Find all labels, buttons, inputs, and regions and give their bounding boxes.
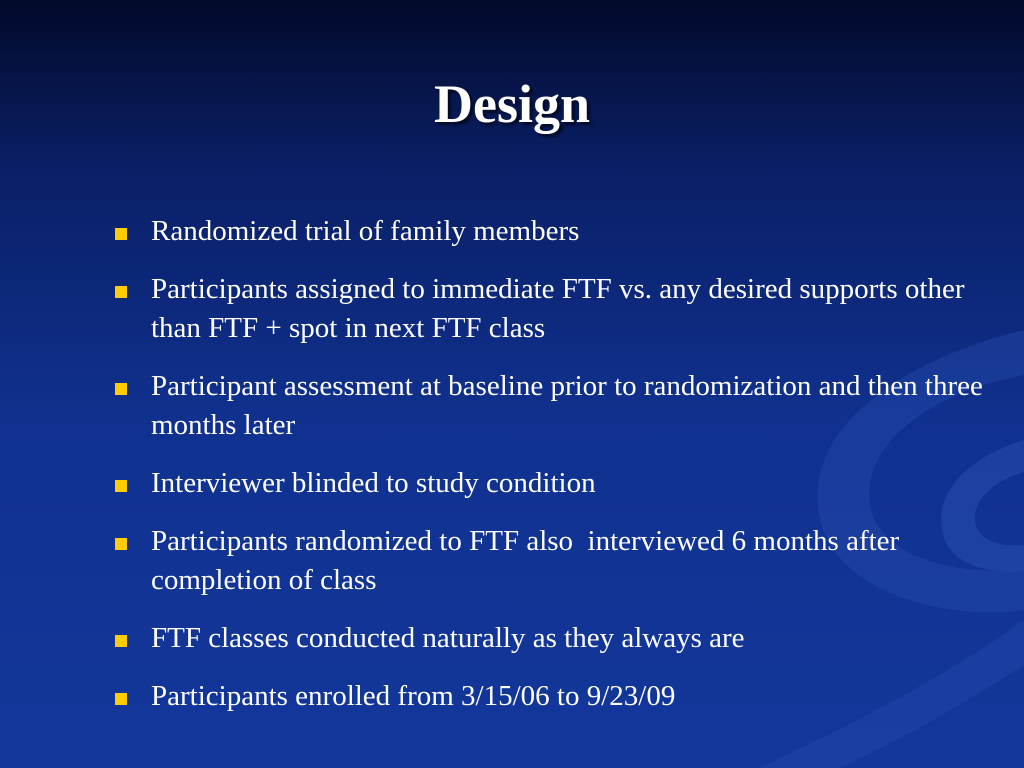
square-bullet-icon — [115, 286, 127, 298]
square-bullet-icon — [115, 693, 127, 705]
bullet-text: Participants enrolled from 3/15/06 to 9/23/09 — [151, 680, 676, 712]
list-item — [112, 677, 1002, 716]
list-item — [112, 522, 1002, 600]
bullet-text: Randomized trial of family members — [151, 215, 580, 247]
list-item — [112, 367, 1002, 445]
bullet-text: Participant assessment at baseline prior to randomization and then three months later — [151, 370, 983, 441]
bullet-text: Interviewer blinded to study condition — [151, 467, 596, 499]
list-item — [112, 270, 1002, 348]
list-item — [112, 212, 1002, 251]
list-item — [112, 464, 1002, 503]
slide-title: Design — [433, 74, 590, 134]
square-bullet-icon — [115, 228, 127, 240]
bullet-list — [112, 212, 1002, 735]
square-bullet-icon — [115, 538, 127, 550]
list-item — [112, 619, 1002, 658]
bullet-text: Participants assigned to immediate FTF vs. any desired supports other than FTF + spot in next FTF class — [151, 273, 965, 344]
square-bullet-icon — [115, 480, 127, 492]
bullet-text: FTF classes conducted naturally as they always are — [151, 622, 745, 654]
bullet-text: Participants randomized to FTF also interviewed 6 months after completion of class — [151, 525, 907, 596]
square-bullet-icon — [115, 635, 127, 647]
square-bullet-icon — [115, 383, 127, 395]
